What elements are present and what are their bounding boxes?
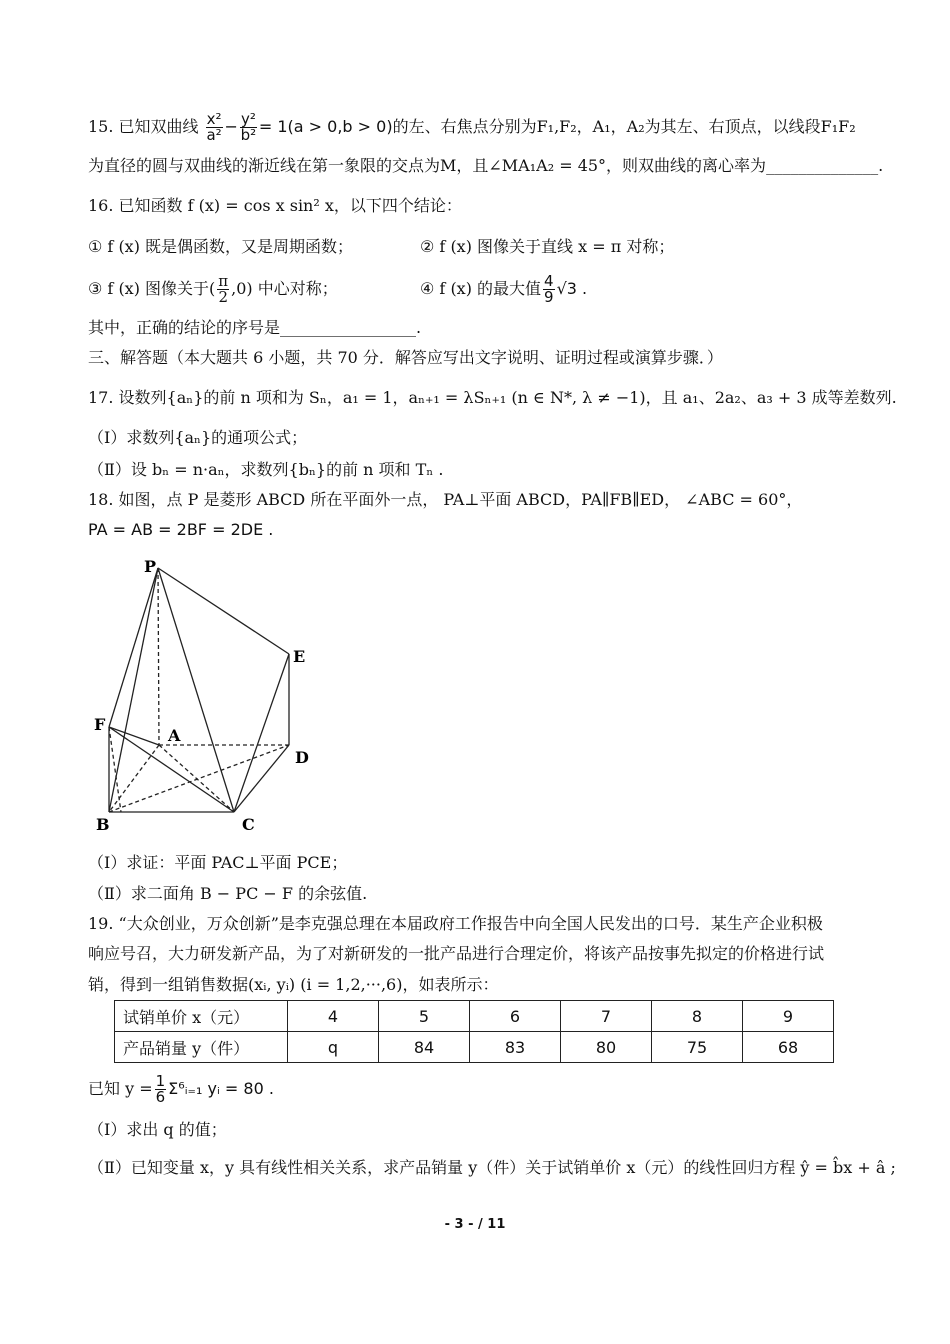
q16-pi-over-2: $\frac{\pi}{2}$ (218, 272, 229, 306)
q17-number: 17. (88, 388, 114, 407)
q15-intro: 已知双曲线 (118, 117, 199, 136)
edge-PE (158, 568, 289, 654)
row-header-sales: 产品销量 y（件） (115, 1032, 288, 1063)
table-cell: 9 (743, 1001, 834, 1032)
q16-four-ninths: $\frac{4}{9}$ (544, 272, 554, 306)
q15-minus: − (224, 117, 238, 136)
edge-PF (109, 568, 158, 727)
q18-stem-text: 如图，点 P 是菱形 ABCD 所在平面外一点， PA⊥平面 ABCD，PA∥FB∥ED， ∠ABC = 60°， (118, 490, 803, 509)
q19-known: 已知 y = $\frac{1}{6}$ Σ⁶ᵢ₌₁ yᵢ = 80 . (88, 1072, 274, 1106)
q16-option-4: ④ f (x) 的最大值 $\frac{4}{9}$ √3 . (420, 272, 588, 306)
q15-fraction-x: $\frac{\text{x²}}{\text{a²}}$ (206, 110, 222, 144)
vertex-label-A: A (168, 726, 181, 745)
q15-condition: = 1(a > 0,b > 0) (258, 117, 393, 136)
q19-number: 19. (88, 914, 114, 933)
q18-number: 18. (88, 490, 114, 509)
q18-part-1: （Ⅰ）求证：平面 PAC⊥平面 PCE； (88, 853, 348, 872)
table-cell: 84 (379, 1032, 470, 1063)
q17-part-1: （Ⅰ）求数列{aₙ}的通项公式； (88, 428, 308, 447)
table-cell: 6 (470, 1001, 561, 1032)
table-cell: 83 (470, 1032, 561, 1063)
q15-text2: 为直径的圆与双曲线的渐近线在第一象限的交点为M，且∠MA₁A₂ = 45°，则双曲线的离心率为 (88, 156, 767, 175)
edge-PB (109, 568, 158, 812)
edge-PC (158, 568, 234, 812)
q15-line2 (88, 156, 883, 176)
q19-line-1: 19. “大众创业，万众创新”是李克强总理在本届政府工作报告中向全国人民发出的口号．某生产企业积极 (88, 914, 823, 933)
q19-sales-table (114, 1000, 834, 1063)
table-cell: 4 (288, 1001, 379, 1032)
vertex-label-P: P (144, 557, 157, 576)
q19-line-3: 销，得到一组销售数据(xᵢ, yᵢ) (i = 1,2,···,6)，如表所示： (88, 975, 499, 994)
vertex-label-F: F (94, 715, 106, 734)
vertex-label-C: C (242, 815, 255, 834)
table-cell: 8 (652, 1001, 743, 1032)
q17-stem-text: 设数列{aₙ}的前 n 项和为 Sₙ，a₁ = 1，aₙ₊₁ = λSₙ₊₁ (n ∈ N*, λ ≠ −1)，且 a₁、2a₂、a₃ + 3 成等差数列. (118, 388, 897, 407)
q18-part-2: （Ⅱ）求二面角 B − PC − F 的余弦值. (88, 884, 368, 903)
q16-number: 16. (88, 196, 114, 215)
q16-option-3: ③ f (x) 图像关于( $\frac{\pi}{2}$ ,0) 中心对称； (88, 272, 338, 306)
table-cell: 7 (561, 1001, 652, 1032)
vertex-label-D: D (295, 748, 309, 767)
table-row (115, 1032, 834, 1063)
edge-PA (158, 568, 159, 745)
q16-option-1: ① f (x) 既是偶函数，又是周期函数； (88, 237, 354, 256)
q19-one-sixth: $\frac{1}{6}$ (155, 1072, 166, 1106)
q15-line1 (88, 112, 856, 143)
q15-number: 15. (88, 117, 114, 136)
q18-geometry-figure (86, 550, 326, 840)
section-3-heading: 三、解答题（本大题共 6 小题，共 70 分．解答应写出文字说明、证明过程或演算步骤．） (88, 348, 723, 367)
edge-FX (109, 727, 121, 812)
edge-CE (234, 654, 289, 812)
q19-part-1: （Ⅰ）求出 q 的值； (88, 1120, 227, 1139)
q17-stem (88, 388, 897, 408)
q15-answer-blank: ______________. (766, 156, 884, 175)
table-row (115, 1001, 834, 1032)
table-cell: 68 (743, 1032, 834, 1063)
table-cell: 75 (652, 1032, 743, 1063)
q18-stem (88, 490, 802, 510)
table-cell: q (288, 1032, 379, 1063)
edge-FA (109, 727, 159, 745)
edge-AC (159, 745, 234, 812)
q17-part-2: （Ⅱ）设 bₙ = n·aₙ，求数列{bₙ}的前 n 项和 Tₙ . (88, 460, 444, 479)
q19-line-2: 响应号召，大力研发新产品，为了对新研发的一批产品进行合理定价，将该产品按事先拟定的价格进行试 (88, 944, 825, 963)
vertex-label-B: B (96, 815, 110, 834)
q18-stem-2: PA = AB = 2BF = 2DE . (88, 520, 274, 539)
q15-fraction-y: $\frac{\text{y²}}{\text{b²}}$ (240, 110, 257, 144)
vertex-label-E: E (293, 647, 306, 666)
row-header-price: 试销单价 x（元） (115, 1001, 288, 1032)
q16-stem (88, 196, 462, 216)
page-footer: - 3 - / 11 (444, 1217, 506, 1232)
q19-part-2: （Ⅱ）已知变量 x，y 具有线性相关关系，求产品销量 y（件）关于试销单价 x（元）的线性回归方程 ŷ = b̂x + â ; (88, 1158, 896, 1177)
table-cell: 80 (561, 1032, 652, 1063)
q15-text1: 的左、右焦点分别为F₁,F₂，A₁，A₂为其左、右顶点，以线段F₁F₂ (392, 117, 856, 136)
q16-stem-text: 已知函数 f (x) = cos x sin² x，以下四个结论： (118, 196, 462, 215)
q16-option-2: ② f (x) 图像关于直线 x = π 对称； (420, 237, 675, 256)
q16-ask: 其中，正确的结论的序号是_________________. (88, 318, 422, 337)
table-cell: 5 (379, 1001, 470, 1032)
q16-answer-blank: _________________. (280, 318, 422, 337)
